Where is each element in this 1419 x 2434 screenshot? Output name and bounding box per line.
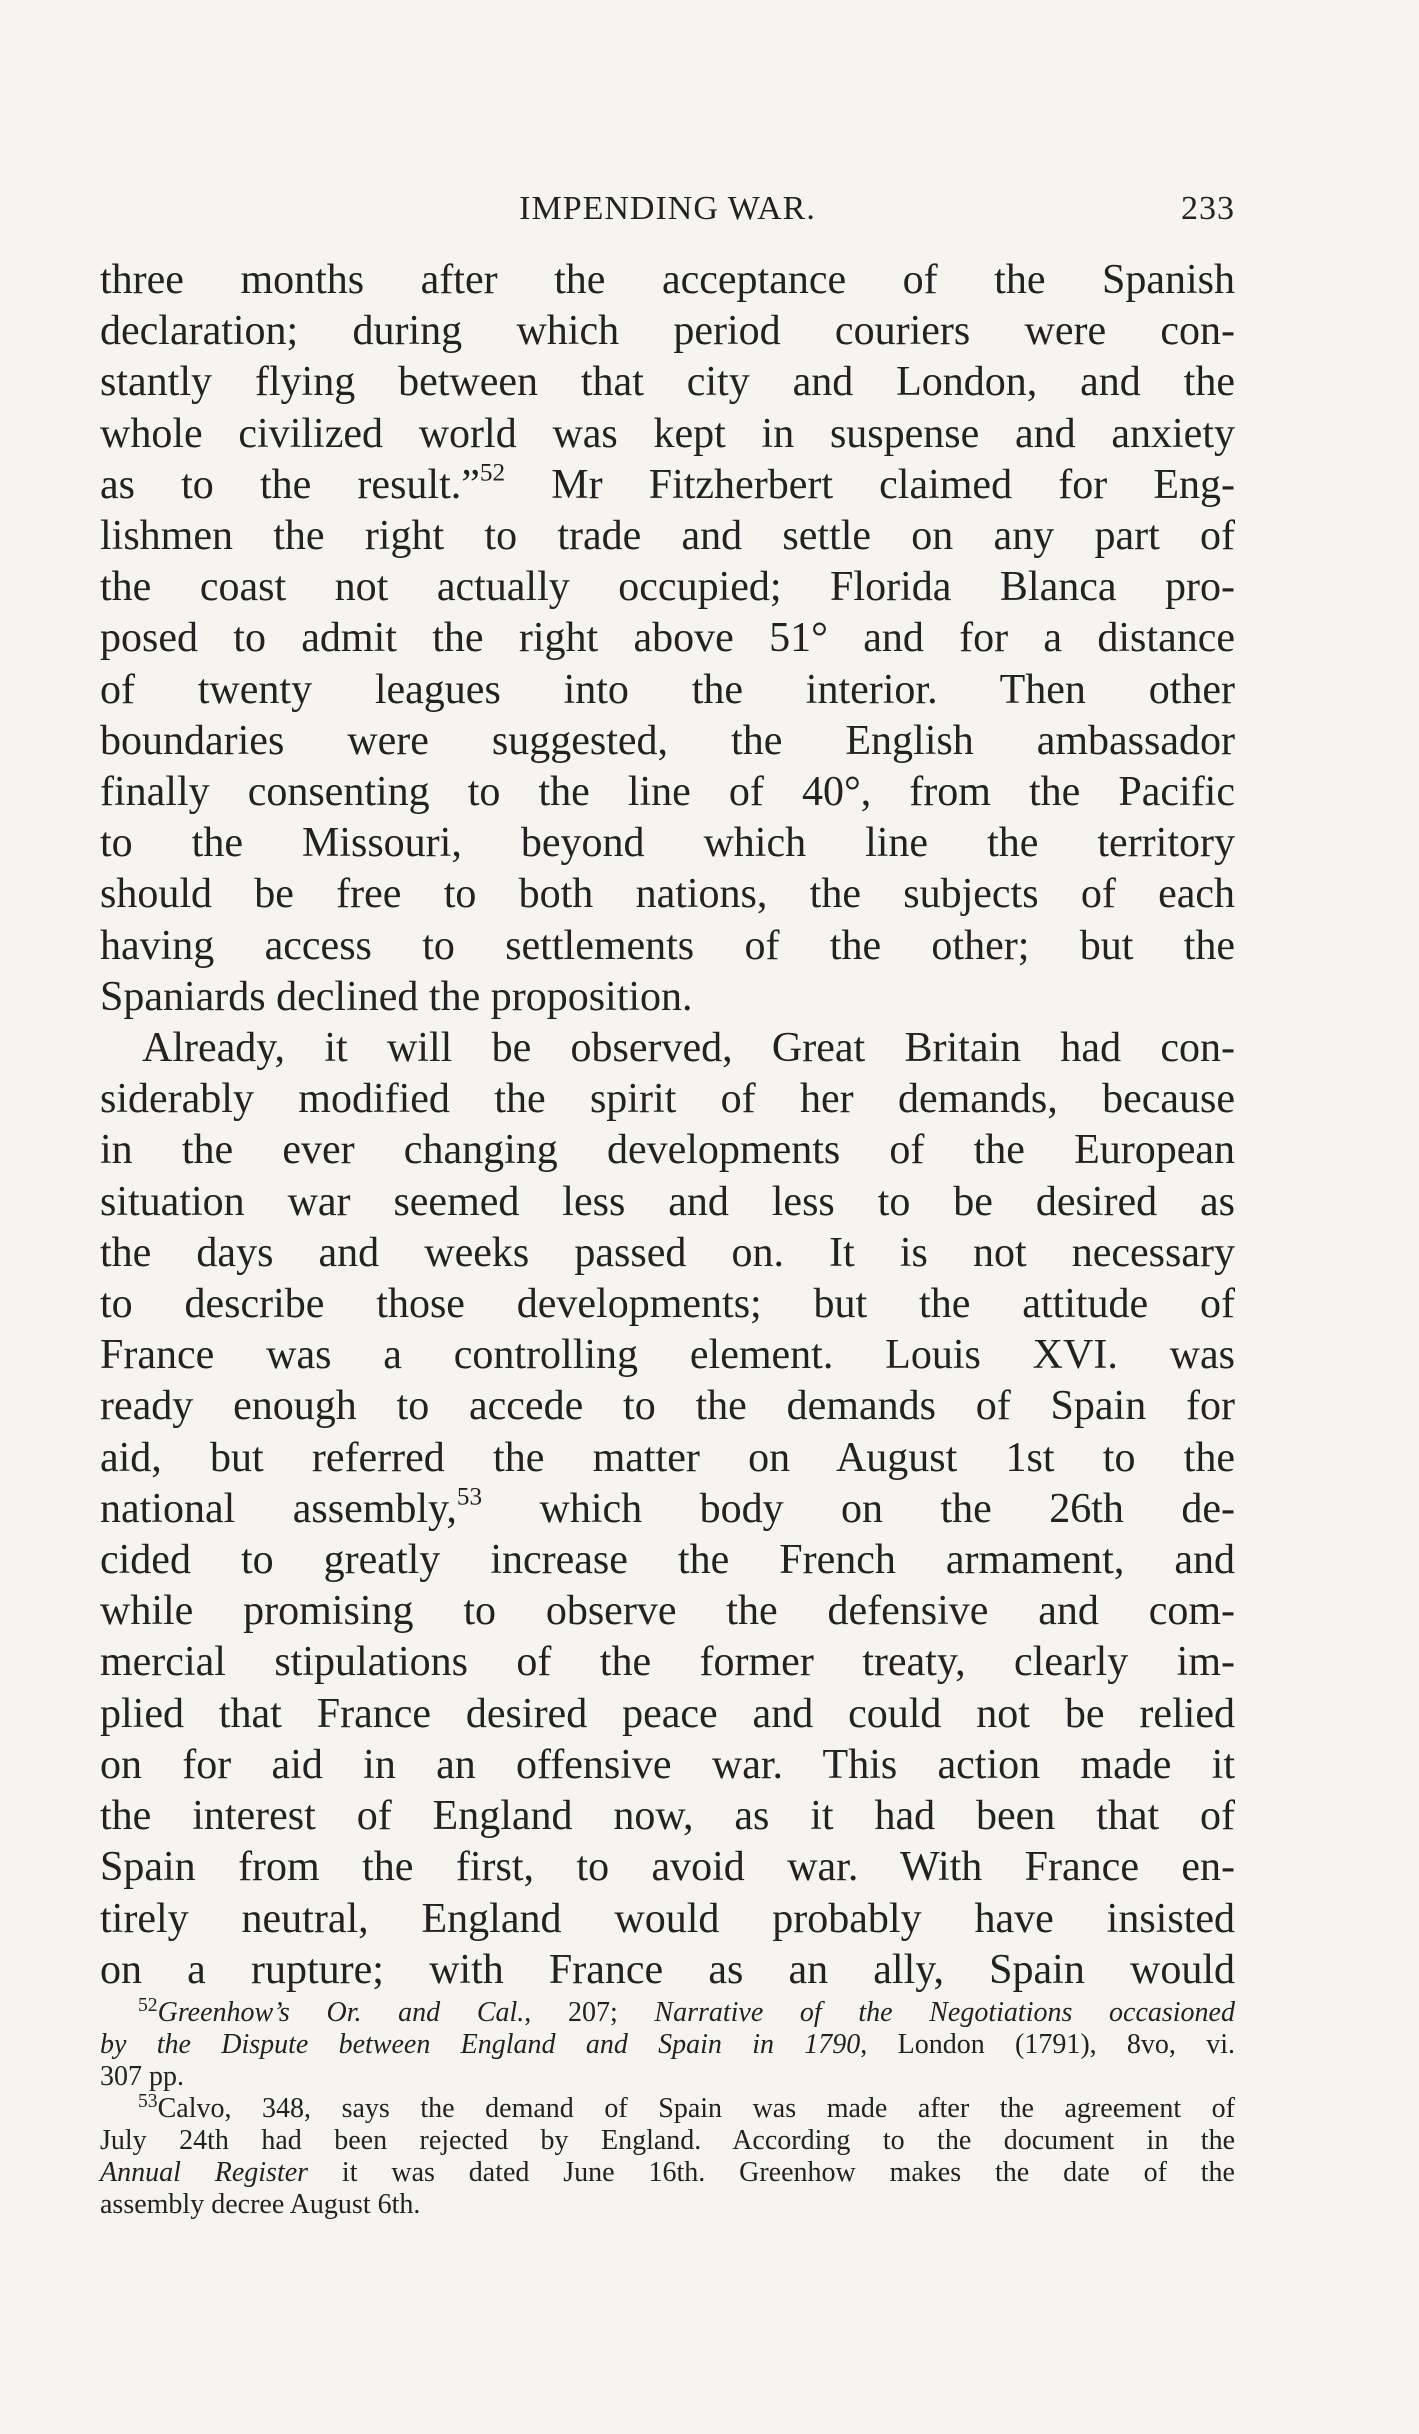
footnote-text: , 207; — [524, 1997, 655, 2028]
text-line: Already, it will be observed, Great Britain had con- — [142, 1025, 1235, 1072]
footnote-marker: 52 — [138, 1995, 158, 2017]
text-line: to the Missouri, beyond which line the territory — [100, 820, 1235, 867]
text-line: boundaries were suggested, the English ambassador — [100, 717, 1235, 764]
footnote-text: , London (1791), 8vo, vi. — [860, 2029, 1236, 2060]
footnote-text: Greenhow’s Or. and Cal. — [157, 1997, 525, 2028]
footnote-text: Annual Register — [100, 2157, 309, 2188]
text-segment: national assembly, — [100, 1485, 457, 1532]
footnote-text: by the Dispute between England and Spain in 1790 — [100, 2029, 861, 2060]
text-line: stantly flying between that city and London, and the — [100, 359, 1235, 406]
footnote-ref-52: 52 — [479, 459, 506, 487]
text-line: on a rupture; with France as an ally, Spain would — [100, 1946, 1235, 1993]
body-text — [100, 255, 1235, 1996]
footnote-marker: 53 — [138, 2091, 158, 2113]
text-line: the interest of England now, as it had been that of — [100, 1793, 1235, 1840]
footnote-53-line: assembly decree August 6th. — [100, 2189, 421, 2220]
text-line: declaration; during which period couriers were con- — [100, 308, 1235, 355]
text-line: the coast not actually occupied; Florida Blanca pro- — [100, 564, 1235, 611]
footnote-53-line — [100, 2157, 1235, 2189]
footnote-text: it was dated June 16th. Greenhow makes the date of the — [308, 2157, 1235, 2188]
footnote-52-line: 307 pp. — [100, 2061, 184, 2092]
text-line: ready enough to accede to the demands of Spain for — [100, 1383, 1235, 1430]
footnotes — [100, 1995, 1236, 2221]
page-number: 233 — [1181, 190, 1235, 227]
text-line: situation war seemed less and less to be desired as — [100, 1178, 1235, 1225]
running-head: IMPENDING WAR. — [519, 190, 816, 227]
page-header — [100, 190, 1235, 240]
footnote-53 — [138, 2093, 1235, 2125]
text-line: France was a controlling element. Louis XVI. was — [100, 1332, 1235, 1379]
text-line: lishmen the right to trade and settle on any part of — [100, 513, 1235, 560]
text-line: to describe those developments; but the attitude of — [100, 1281, 1235, 1328]
text-line: Spaniards declined the proposition. — [100, 973, 693, 1020]
text-line: tirely neutral, England would probably have insisted — [100, 1895, 1235, 1942]
text-line: mercial stipulations of the former treaty, clearly im- — [100, 1639, 1235, 1686]
footnote-52-line — [100, 2029, 1235, 2061]
text-line: plied that France desired peace and could not be relied — [100, 1690, 1235, 1737]
text-line: should be free to both nations, the subjects of each — [100, 871, 1235, 918]
footnote-ref-53: 53 — [456, 1483, 483, 1511]
text-line — [100, 1484, 1235, 1535]
text-line: having access to settlements of the other; but the — [100, 922, 1235, 969]
text-segment: Mr Fitzherbert claimed for Eng- — [505, 461, 1235, 508]
text-line: three months after the acceptance of the Spanish — [100, 257, 1235, 303]
text-line: cided to greatly increase the French armament, and — [100, 1537, 1235, 1584]
text-line: siderably modified the spirit of her demands, because — [100, 1076, 1235, 1123]
text-line: aid, but referred the matter on August 1st to the — [100, 1434, 1235, 1481]
footnote-52 — [138, 1997, 1235, 2029]
text-segment: as to the result.” — [100, 461, 480, 508]
text-line: Spain from the first, to avoid war. With France en- — [100, 1844, 1235, 1891]
text-line: of twenty leagues into the interior. Then other — [100, 666, 1235, 713]
text-line: on for aid in an offensive war. This action made it — [100, 1741, 1235, 1788]
text-line: posed to admit the right above 51° and for a distance — [100, 615, 1235, 662]
text-segment: which body on the 26th de- — [482, 1485, 1236, 1532]
text-line: whole civilized world was kept in suspense and anxiety — [100, 410, 1235, 457]
footnote-text: Narrative of the Negotiations occasioned — [654, 1997, 1235, 2028]
text-line: in the ever changing developments of the European — [100, 1127, 1235, 1174]
text-line — [100, 460, 1235, 511]
footnote-53-line: July 24th had been rejected by England. According to the document in the — [100, 2125, 1235, 2156]
text-line: the days and weeks passed on. It is not necessary — [100, 1229, 1235, 1276]
text-line: while promising to observe the defensive and com- — [100, 1588, 1235, 1635]
footnote-text: Calvo, 348, says the demand of Spain was made after the agreement of — [157, 2093, 1235, 2124]
text-line: finally consenting to the line of 40°, from the Pacific — [100, 769, 1235, 816]
